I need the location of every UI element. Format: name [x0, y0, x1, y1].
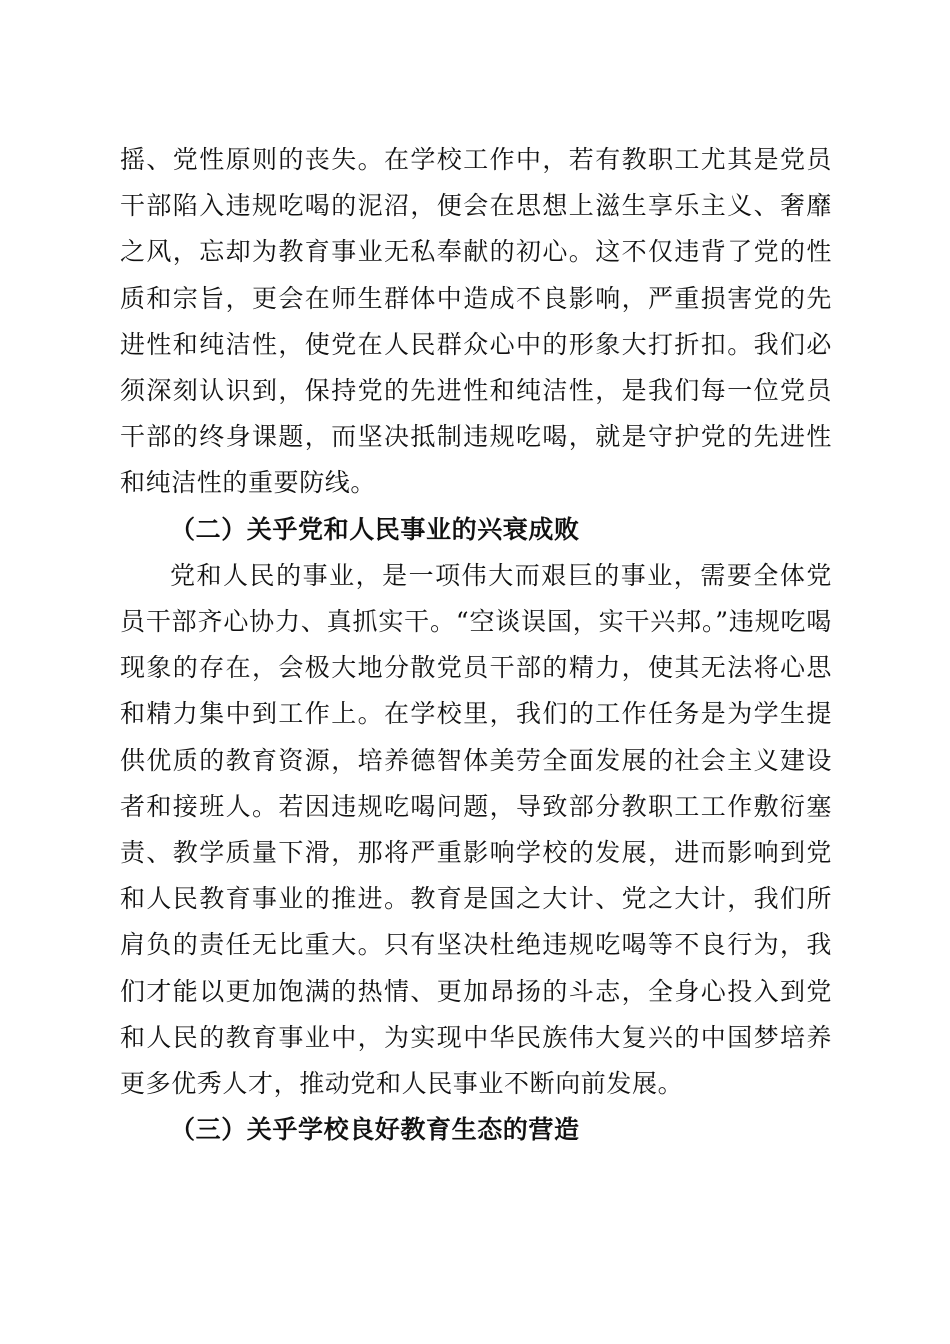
paragraph-section-2: 党和人民的事业，是一项伟大而艰巨的事业，需要全体党员干部齐心协力、真抓实干。“空谈误国，实干兴邦。”违规吃喝现象的存在，会极大地分散党员干部的精力，使其无法将心思和精力集中到工作上。在学校里，我们的工作任务是为学生提供优质的教育资源，培养德智体美劳全面发展的社会主义建设者和接班人。若因违规吃喝问题，导致部分教职工工作敷衍塞责、教学质量下滑，那将严重影响学校的发展，进而影响到党和人民教育事业的推进。教育是国之大计、党之大计，我们所肩负的责任无比重大。只有坚决杜绝违规吃喝等不良行为，我们才能以更加饱满的热情、更加昂扬的斗志，全身心投入到党和人民的教育事业中，为实现中华民族伟大复兴的中国梦培养更多优秀人才，推动党和人民事业不断向前发展。: [120, 560, 832, 1099]
section-heading-3: （三）关乎学校良好教育生态的营造: [170, 1115, 580, 1145]
document-body: [120, 137, 832, 1153]
paragraph-continuation: 摇、党性原则的丧失。在学校工作中，若有教职工尤其是党员干部陷入违规吃喝的泥沼，便会在思想上滋生享乐主义、奢靡之风，忘却为教育事业无私奉献的初心。这不仅违背了党的性质和宗旨，更会在师生群体中造成不良影响，严重损害党的先进性和纯洁性，使党在人民群众心中的形象大打折扣。我们必须深刻认识到，保持党的先进性和纯洁性，是我们每一位党员干部的终身课题，而坚决抵制违规吃喝，就是守护党的先进性和纯洁性的重要防线。: [120, 145, 832, 498]
section-heading-2: （二）关乎党和人民事业的兴衰成败: [170, 514, 580, 544]
